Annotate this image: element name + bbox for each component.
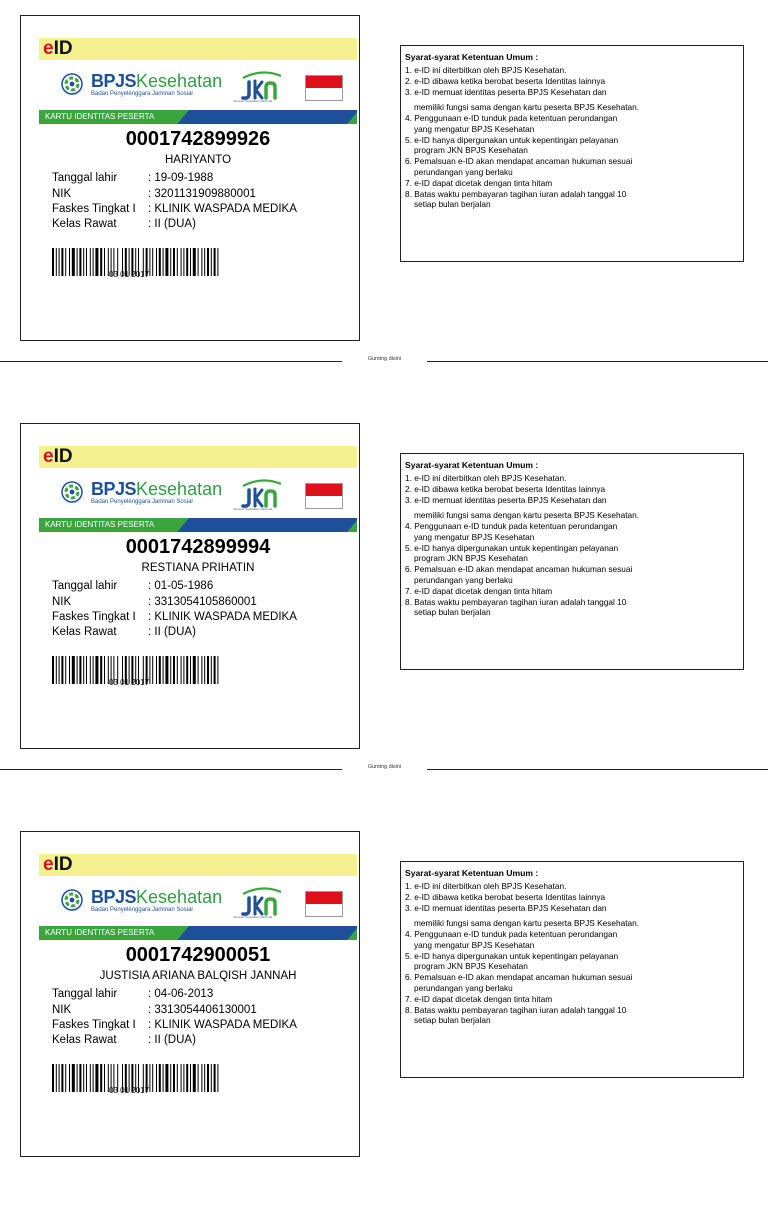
eid-header-bar <box>39 446 357 468</box>
eid-id-letters: ID <box>53 854 73 875</box>
terms-item-line: 5. e-ID hanya dipergunakan untuk kepentingan pelayanan <box>405 950 619 961</box>
terms-item <box>405 87 739 113</box>
terms-item-line: 6. Pemalsuan e-ID akan mendapat ancaman hukuman sesuai <box>405 156 633 167</box>
terms-item <box>405 495 739 521</box>
terms-item-line: program JKN BPJS Kesehatan <box>414 961 528 972</box>
jkn-subtitle: Jaminan Kesehatan Nasional <box>233 99 273 103</box>
terms-item-line: 6. Pemalsuan e-ID akan mendapat ancaman hukuman sesuai <box>405 564 633 575</box>
terms-item-line: 2. e-ID dibawa ketika berobat beserta Identitas lainnya <box>405 76 606 86</box>
barcode-date: 03 01 2017 <box>109 678 150 687</box>
bpjs-logo-icon <box>61 481 83 503</box>
eid-e-letter: e <box>43 38 54 59</box>
bpjs-kesehatan-logotype: BPJSKesehatan <box>91 71 223 91</box>
cut-line-left <box>0 769 342 770</box>
terms-item-line: 5. e-ID hanya dipergunakan untuk kepentingan pelayanan <box>405 542 619 553</box>
terms-title: Syarat-syarat Ketentuan Umum : <box>405 460 539 470</box>
card-ribbon <box>39 926 357 940</box>
terms-item-line: 7. e-ID dapat dicetak dengan tinta hitam <box>405 585 553 596</box>
terms-item <box>405 951 739 972</box>
terms-item <box>405 972 739 993</box>
faskes-row <box>52 610 297 625</box>
bpjs-logo-icon <box>61 73 83 95</box>
faskes-row <box>52 202 297 217</box>
faskes-value: : KLINIK WASPADA MEDIKA <box>148 203 297 215</box>
terms-item-line: 5. e-ID hanya dipergunakan untuk kepentingan pelayanan <box>405 134 619 145</box>
terms-list <box>405 881 739 1025</box>
terms-item-line: 8. Batas waktu pembayaran tagihan iuran adalah tanggal 10 <box>405 188 627 199</box>
eid-header-bar <box>39 854 357 876</box>
cut-here-label: Gunting disini <box>367 356 402 362</box>
dob-value: : 19-09-1988 <box>148 172 214 184</box>
terms-item-line: 3. e-ID memuat identitas peserta BPJS Kesehatan dan <box>405 903 607 913</box>
faskes-label: Faskes Tingkat I <box>52 203 136 215</box>
terms-item-line: 8. Batas waktu pembayaran tagihan iuran adalah tanggal 10 <box>405 1004 627 1015</box>
dob-label: Tanggal lahir <box>52 988 118 1000</box>
bpjs-logo-icon <box>61 889 83 911</box>
kelas-row <box>52 217 196 232</box>
terms-item-line: 2. e-ID dibawa ketika berobat beserta Identitas lainnya <box>405 892 606 902</box>
terms-item <box>405 178 739 188</box>
terms-item-line: 7. e-ID dapat dicetak dengan tinta hitam <box>405 177 553 188</box>
bpjs-kesehatan-logotype: BPJSKesehatan <box>91 887 223 907</box>
terms-item-line: yang mengatur BPJS Kesehatan <box>414 939 535 950</box>
nik-value: : 3313054406130001 <box>148 1004 257 1016</box>
card-section <box>0 816 768 1224</box>
bpjs-subtitle: Badan Penyelenggara Jaminan Sosial <box>91 499 193 505</box>
terms-item <box>405 892 739 902</box>
kelas-label: Kelas Rawat <box>52 626 117 638</box>
terms-item-line: yang mengatur BPJS Kesehatan <box>414 123 535 134</box>
terms-item <box>405 597 739 618</box>
terms-box <box>400 45 744 262</box>
logo-row <box>39 69 357 109</box>
terms-item-line: setiap bulan berjalan <box>414 1015 491 1026</box>
faskes-value: : KLINIK WASPADA MEDIKA <box>148 1019 297 1031</box>
card-number: 0001742900051 <box>125 944 271 966</box>
terms-item-line: perundangan yang berlaku <box>414 574 513 585</box>
terms-item-line: yang mengatur BPJS Kesehatan <box>414 531 535 542</box>
card-ribbon <box>39 518 357 532</box>
card-section <box>0 408 768 816</box>
terms-item <box>405 564 739 585</box>
terms-item-line: 3. e-ID memuat identitas peserta BPJS Kesehatan dan <box>405 87 607 97</box>
terms-item <box>405 135 739 156</box>
terms-item-line: setiap bulan berjalan <box>414 199 491 210</box>
cut-line-right <box>427 361 768 362</box>
eid-card <box>20 423 360 749</box>
participant-name: JUSTISIA ARIANA BALQISH JANNAH <box>99 970 297 982</box>
terms-item-line: 1. e-ID ini diterbitkan oleh BPJS Kesehatan. <box>405 881 567 891</box>
nik-label: NIK <box>52 596 72 608</box>
dob-row <box>52 171 213 186</box>
kelas-value: : II (DUA) <box>148 626 196 638</box>
terms-item-line: memiliki fungsi sama dengan kartu peserta BPJS Kesehatan. <box>414 918 640 929</box>
terms-item-line: perundangan yang berlaku <box>414 982 513 993</box>
nik-row <box>52 595 257 610</box>
terms-item <box>405 484 739 494</box>
nik-row <box>52 187 256 202</box>
kelas-value: : II (DUA) <box>148 218 196 230</box>
indonesia-flag-icon <box>305 891 343 917</box>
dob-row <box>52 987 213 1002</box>
logo-row <box>39 885 357 925</box>
nik-value: : 3201131909880001 <box>148 188 256 200</box>
card-section <box>0 0 768 408</box>
terms-item-line: perundangan yang berlaku <box>414 166 513 177</box>
bpjs-kesehatan-logotype: BPJSKesehatan <box>91 479 223 499</box>
terms-item-line: 1. e-ID ini diterbitkan oleh BPJS Kesehatan. <box>405 65 567 75</box>
terms-item-line: program JKN BPJS Kesehatan <box>414 145 528 156</box>
terms-item <box>405 929 739 950</box>
nik-label: NIK <box>52 188 72 200</box>
jkn-subtitle: Jaminan Kesehatan Nasional <box>233 507 273 511</box>
ribbon-label: KARTU IDENTITAS PESERTA <box>39 110 357 124</box>
participant-name: RESTIANA PRIHATIN <box>141 562 255 574</box>
dob-label: Tanggal lahir <box>52 172 118 184</box>
nik-label: NIK <box>52 1004 72 1016</box>
card-number: 0001742899994 <box>125 536 271 558</box>
terms-item-line: 3. e-ID memuat identitas peserta BPJS Kesehatan dan <box>405 495 607 505</box>
faskes-label: Faskes Tingkat I <box>52 1019 136 1031</box>
dob-label: Tanggal lahir <box>52 580 118 592</box>
kelas-row <box>52 625 196 640</box>
terms-item <box>405 65 739 75</box>
card-ribbon <box>39 110 357 124</box>
cut-here-label: Gunting disini <box>367 764 402 770</box>
cut-line-right <box>427 769 768 770</box>
cut-line <box>0 355 768 367</box>
logo-row <box>39 477 357 517</box>
terms-item-line: 4. Penggunaan e-ID tunduk pada ketentuan perundangan <box>405 929 618 940</box>
terms-item-line: program JKN BPJS Kesehatan <box>414 553 528 564</box>
terms-item <box>405 156 739 177</box>
dob-row <box>52 579 213 594</box>
terms-item-line: memiliki fungsi sama dengan kartu peserta BPJS Kesehatan. <box>414 510 640 521</box>
terms-item <box>405 903 739 929</box>
terms-list <box>405 65 739 209</box>
faskes-value: : KLINIK WASPADA MEDIKA <box>148 611 297 623</box>
kelas-value: : II (DUA) <box>148 1034 196 1046</box>
eid-card <box>20 15 360 341</box>
terms-item-line: 1. e-ID ini diterbitkan oleh BPJS Kesehatan. <box>405 473 567 483</box>
participant-name: HARIYANTO <box>164 154 232 166</box>
ribbon-blue-stripe <box>177 926 357 940</box>
cut-line <box>0 763 768 775</box>
terms-item <box>405 473 739 483</box>
ribbon-blue-stripe <box>177 110 357 124</box>
terms-item-line: 2. e-ID dibawa ketika berobat beserta Identitas lainnya <box>405 484 606 494</box>
jkn-subtitle: Jaminan Kesehatan Nasional <box>233 915 273 919</box>
nik-value: : 3313054105860001 <box>148 596 257 608</box>
terms-item-line: memiliki fungsi sama dengan kartu peserta BPJS Kesehatan. <box>414 102 640 113</box>
terms-item-line: 4. Penggunaan e-ID tunduk pada ketentuan perundangan <box>405 521 618 532</box>
terms-list <box>405 473 739 617</box>
terms-box <box>400 861 744 1078</box>
eid-header-bar <box>39 38 357 60</box>
terms-item <box>405 76 739 86</box>
eid-e-letter: e <box>43 446 54 467</box>
kelas-label: Kelas Rawat <box>52 218 117 230</box>
kelas-row <box>52 1033 196 1048</box>
terms-box <box>400 453 744 670</box>
ribbon-label: KARTU IDENTITAS PESERTA <box>39 926 357 940</box>
barcode-date: 03 01 2017 <box>109 270 150 279</box>
terms-item-line: 7. e-ID dapat dicetak dengan tinta hitam <box>405 993 553 1004</box>
faskes-row <box>52 1018 297 1033</box>
card-number: 0001742899926 <box>125 128 271 150</box>
terms-item-line: 8. Batas waktu pembayaran tagihan iuran adalah tanggal 10 <box>405 596 627 607</box>
terms-title: Syarat-syarat Ketentuan Umum : <box>405 868 539 878</box>
faskes-label: Faskes Tingkat I <box>52 611 136 623</box>
bpjs-subtitle: Badan Penyelenggara Jaminan Sosial <box>91 907 193 913</box>
eid-id-letters: ID <box>53 38 73 59</box>
barcode-date: 03 01 2017 <box>109 1086 150 1095</box>
nik-row <box>52 1003 257 1018</box>
terms-item <box>405 994 739 1004</box>
eid-card <box>20 831 360 1157</box>
ribbon-label: KARTU IDENTITAS PESERTA <box>39 518 357 532</box>
terms-item <box>405 586 739 596</box>
terms-item <box>405 543 739 564</box>
dob-value: : 04-06-2013 <box>148 988 214 1000</box>
ribbon-blue-stripe <box>177 518 357 532</box>
terms-item-line: 6. Pemalsuan e-ID akan mendapat ancaman hukuman sesuai <box>405 972 633 983</box>
kelas-label: Kelas Rawat <box>52 1034 117 1046</box>
eid-e-letter: e <box>43 854 54 875</box>
eid-id-letters: ID <box>53 446 73 467</box>
indonesia-flag-icon <box>305 75 343 101</box>
terms-item <box>405 881 739 891</box>
terms-item <box>405 1005 739 1026</box>
indonesia-flag-icon <box>305 483 343 509</box>
terms-item <box>405 189 739 210</box>
terms-item-line: setiap bulan berjalan <box>414 607 491 618</box>
terms-item <box>405 521 739 542</box>
terms-item <box>405 113 739 134</box>
terms-item-line: 4. Penggunaan e-ID tunduk pada ketentuan perundangan <box>405 113 618 124</box>
bpjs-subtitle: Badan Penyelenggara Jaminan Sosial <box>91 91 193 97</box>
terms-title: Syarat-syarat Ketentuan Umum : <box>405 52 539 62</box>
dob-value: : 01-05-1986 <box>148 580 214 592</box>
cut-line-left <box>0 361 342 362</box>
